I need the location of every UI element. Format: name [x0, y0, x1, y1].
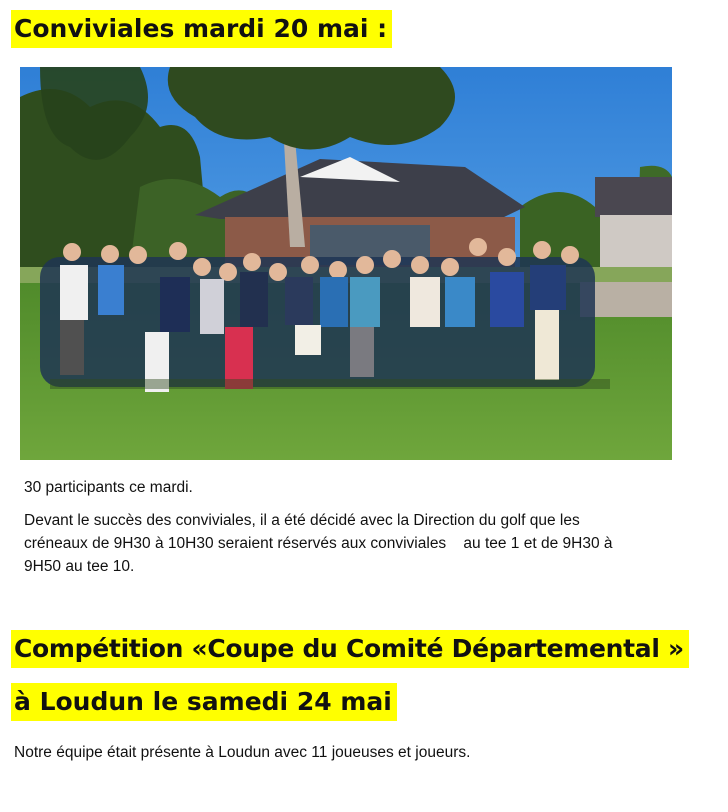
group-photo-image	[20, 67, 672, 460]
announcement-line: Devant le succès des conviviales, il a été décidé avec la Direction du golf que les	[24, 512, 580, 529]
section-heading-competition-line1: Compétition «Coupe du Comité Départemental »	[11, 630, 689, 668]
section-heading-competition-line2: à Loudun le samedi 24 mai	[11, 683, 397, 721]
section-heading-conviviales: Conviviales mardi 20 mai :	[11, 10, 392, 48]
announcement-paragraph	[24, 509, 674, 578]
group-photo	[20, 67, 672, 460]
announcement-line: créneaux de 9H30 à 10H30 seraient réservés aux conviviales au tee 1 et de 9H30 à	[24, 535, 613, 552]
participants-text: 30 participants ce mardi.	[24, 479, 193, 496]
team-text: Notre équipe était présente à Loudun avec 11 joueuses et joueurs.	[14, 744, 471, 761]
announcement-line: 9H50 au tee 10.	[24, 558, 135, 575]
